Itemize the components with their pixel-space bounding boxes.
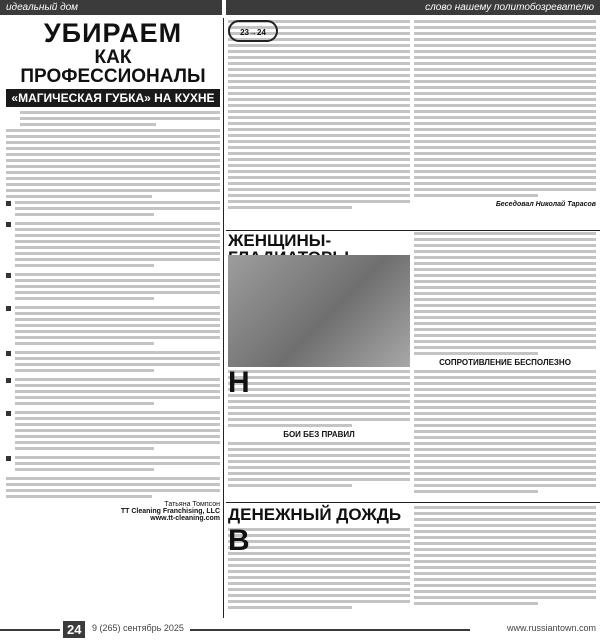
author: Татьяна Томпсон [164, 501, 220, 508]
issue-info: 9 (265) сентябрь 2025 [92, 623, 184, 633]
gladiators-title: ЖЕНЩИНЫ- [228, 231, 332, 250]
drop-cap: Н [228, 370, 250, 399]
column-divider [223, 18, 224, 618]
footer [0, 620, 600, 640]
gladiators-col-2 [414, 232, 596, 498]
money-col-2 [414, 506, 596, 618]
closing-lines [6, 477, 220, 498]
title-band: «МАГИЧЕСКАЯ ГУБКА» НА КУХНЕ [6, 89, 220, 107]
body-lines [6, 129, 220, 198]
subhead-no-rules: БОИ БЕЗ ПРАВИЛ [283, 430, 355, 439]
title-line-1: УБИРАЕМ [43, 20, 183, 48]
company-site[interactable]: www.tt-cleaning.com [150, 515, 220, 522]
section-label-left: идеальный дом [0, 0, 222, 15]
footer-site[interactable]: www.russiantown.com [506, 623, 596, 633]
quote-badge: 23→24 [228, 20, 278, 42]
title-line-2: КАК ПРОФЕССИОНАЛЫ [20, 47, 206, 87]
money-body [228, 528, 410, 618]
gladiators-body [228, 370, 410, 500]
section-label-right: слово нашему политобозревателю [226, 0, 600, 15]
subhead-resistance: СОПРОТИВЛЕНИЕ БЕСПОЛЕЗНО [439, 358, 571, 367]
company: TT Cleaning Franchising, LLC [120, 508, 220, 515]
section-divider-2 [226, 502, 600, 503]
interview-col-1 [228, 20, 410, 228]
bullet-list [6, 201, 220, 474]
gladiators-photo [228, 255, 410, 367]
page-number: 24 [63, 621, 85, 638]
money-title: ДЕНЕЖНЫЙ ДОЖДЬ [228, 505, 402, 524]
interview-signature: Беседовал Николай Тарасов [495, 201, 596, 208]
interview-col-2 [414, 20, 596, 228]
article-left [6, 20, 220, 616]
drop-cap: В [228, 528, 250, 557]
intro-lines [6, 111, 220, 126]
